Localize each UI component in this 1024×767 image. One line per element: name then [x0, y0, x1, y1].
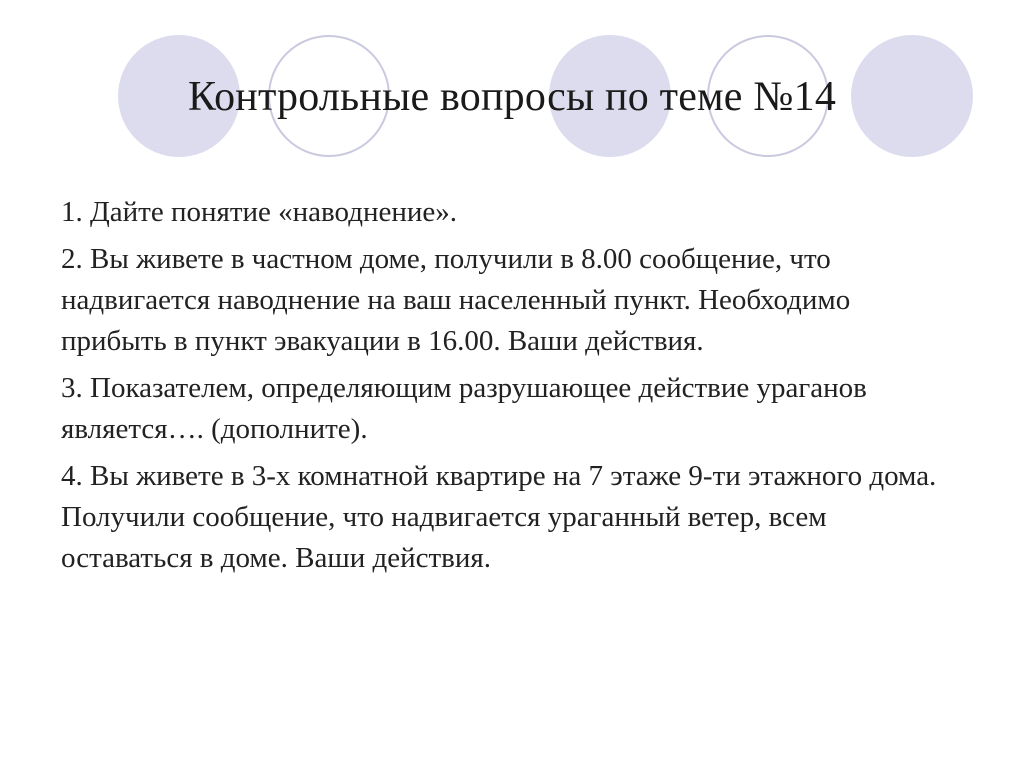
- question-4: 4. Вы живете в 3-х комнатной квартире на 7 этаже 9-ти этажного дома. Получили сообщение, что надвигается ураганный ветер, всем оставаться в доме. Ваши действия.: [61, 460, 937, 574]
- question-3: 3. Показателем, определяющим разрушающее действие ураганов является…. (дополните).: [61, 372, 867, 445]
- question-1: 1. Дайте понятие «наводнение».: [61, 196, 458, 228]
- question-2: 2. Вы живете в частном доме, получили в 8.00 сообщение, что надвигается наводнение на ваш населенный пункт. Необходимо прибыть в пункт эвакуации в 16.00. Ваши действия.: [61, 243, 851, 357]
- questions-list: [61, 192, 941, 585]
- slide-title: Контрольные вопросы по теме №14: [187, 74, 837, 120]
